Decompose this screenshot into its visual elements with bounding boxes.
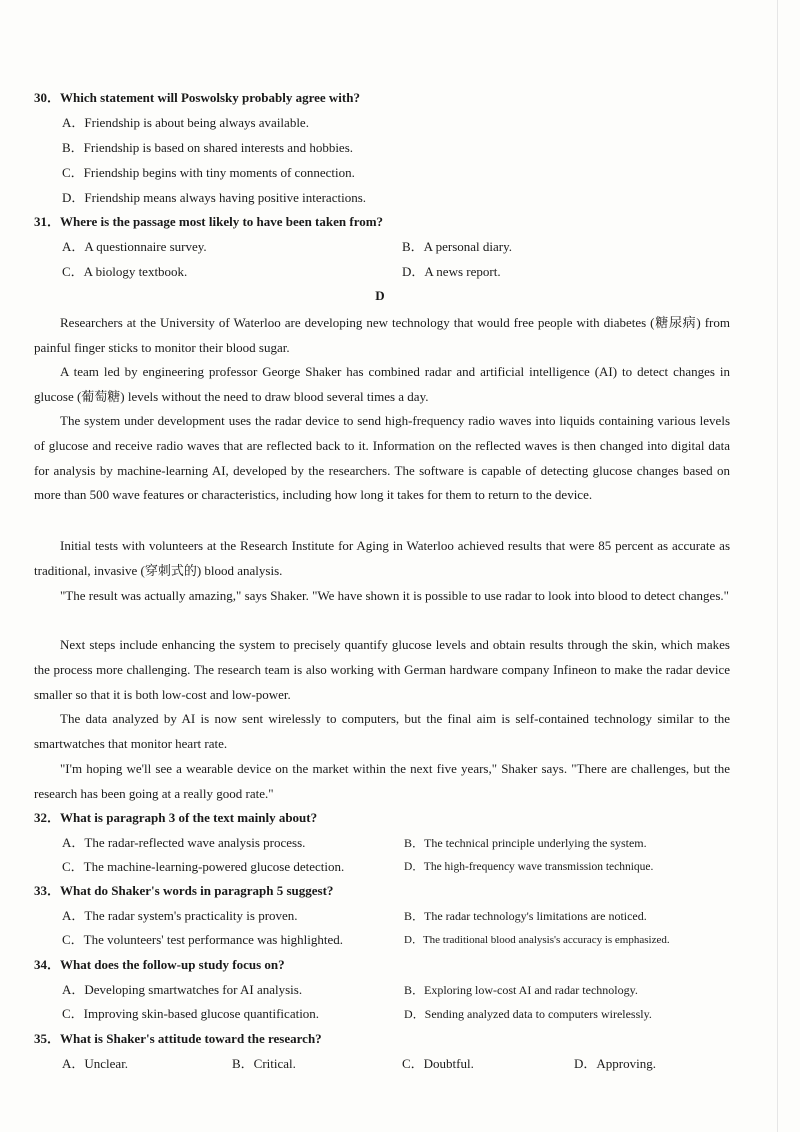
- passage-paragraph-4: Initial tests with volunteers at the Research Institute for Aging in Waterloo achieved results that were 85 percent as accurate as traditional, invasive (穿刺式的) blood analysis.: [34, 538, 730, 578]
- question-35-option-a: A．Unclear.: [62, 1056, 129, 1071]
- question-30-option-b: B．Friendship is based on shared interests and hobbies.: [62, 140, 354, 155]
- question-32-option-a: A．The radar-reflected wave analysis process.: [62, 835, 306, 850]
- question-32-stem: 32．What is paragraph 3 of the text mainly about?: [34, 810, 318, 825]
- question-30-stem: 30．Which statement will Poswolsky probably agree with?: [34, 90, 360, 105]
- passage-paragraph-8: "I'm hoping we'll see a wearable device on the market within the next five years," Shaker says. "There are challenges, but the research has been going at a really good rate.": [34, 761, 730, 801]
- question-30-option-d: D．Friendship means always having positive interactions.: [62, 190, 367, 205]
- question-31-option-c: C．A biology textbook.: [62, 264, 188, 279]
- question-33-option-c: C．The volunteers' test performance was highlighted.: [62, 932, 344, 947]
- question-33-option-d: D．The traditional blood analysis's accuracy is emphasized.: [404, 934, 670, 946]
- passage-paragraph-3: The system under development uses the radar device to send high-frequency radio waves into liquids containing various levels of glucose and receive radio waves that are reflected back to it. Information on the reflected waves is then changed into digital data for analysis by machine-learning AI, developed by the researchers. The software is capable of detecting glucose changes based on more than 500 wave features or characteristics, including how long it takes for them to return to the device.: [34, 413, 730, 503]
- passage-paragraph-1: Researchers at the University of Waterloo are developing new technology that would free people with diabetes (糖尿病) from painful finger sticks to monitor their blood sugar.: [34, 315, 730, 355]
- question-35-stem: 35．What is Shaker's attitude toward the research?: [34, 1031, 322, 1046]
- passage-paragraph-5: "The result was actually amazing," says Shaker. "We have shown it is possible to use radar to look into blood to detect changes.": [60, 588, 729, 603]
- question-33-option-b: B．The radar technology's limitations are noticed.: [404, 909, 647, 923]
- question-33-stem: 33．What do Shaker's words in paragraph 5 suggest?: [34, 883, 334, 898]
- question-35-option-c: C．Doubtful.: [402, 1056, 474, 1071]
- question-32-option-c: C．The machine-learning-powered glucose detection.: [62, 859, 345, 874]
- question-35-option-d: D．Approving.: [574, 1056, 656, 1071]
- question-34-option-c: C．Improving skin-based glucose quantification.: [62, 1006, 320, 1021]
- question-34-stem: 34．What does the follow-up study focus on?: [34, 957, 285, 972]
- question-34-option-a: A．Developing smartwatches for AI analysis.: [62, 982, 303, 997]
- question-31-option-b: B．A personal diary.: [402, 239, 512, 254]
- question-31-option-d: D．A news report.: [402, 264, 501, 279]
- question-30-option-a: A．Friendship is about being always available.: [62, 115, 309, 130]
- question-31-stem: 31．Where is the passage most likely to have been taken from?: [34, 214, 384, 229]
- passage-paragraph-6: Next steps include enhancing the system to precisely quantify glucose levels and obtain results through the skin, which makes the process more challenging. The research team is also working with German hardware company Infineon to make the radar device smaller so that it is both low-cost and low-power.: [34, 637, 730, 702]
- question-33-option-a: A．The radar system's practicality is proven.: [62, 908, 298, 923]
- question-35-option-b: B．Critical.: [232, 1056, 296, 1071]
- section-heading: D: [375, 288, 385, 303]
- question-32-option-d: D．The high-frequency wave transmission technique.: [404, 861, 654, 873]
- question-30-option-c: C．Friendship begins with tiny moments of connection.: [62, 165, 355, 180]
- passage-paragraph-2: A team led by engineering professor George Shaker has combined radar and artificial intelligence (AI) to detect changes in glucose (葡萄糖) levels without the need to draw blood several times a day.: [34, 364, 730, 404]
- question-31-option-a: A．A questionnaire survey.: [62, 239, 207, 254]
- question-34-option-d: D．Sending analyzed data to computers wirelessly.: [404, 1007, 652, 1021]
- page-edge: [777, 0, 778, 1132]
- passage-paragraph-7: The data analyzed by AI is now sent wirelessly to computers, but the final aim is self-contained technology similar to the smartwatches that monitor heart rate.: [34, 711, 730, 751]
- question-34-option-b: B．Exploring low-cost AI and radar technology.: [404, 983, 638, 997]
- question-32-option-b: B．The technical principle underlying the system.: [404, 836, 647, 850]
